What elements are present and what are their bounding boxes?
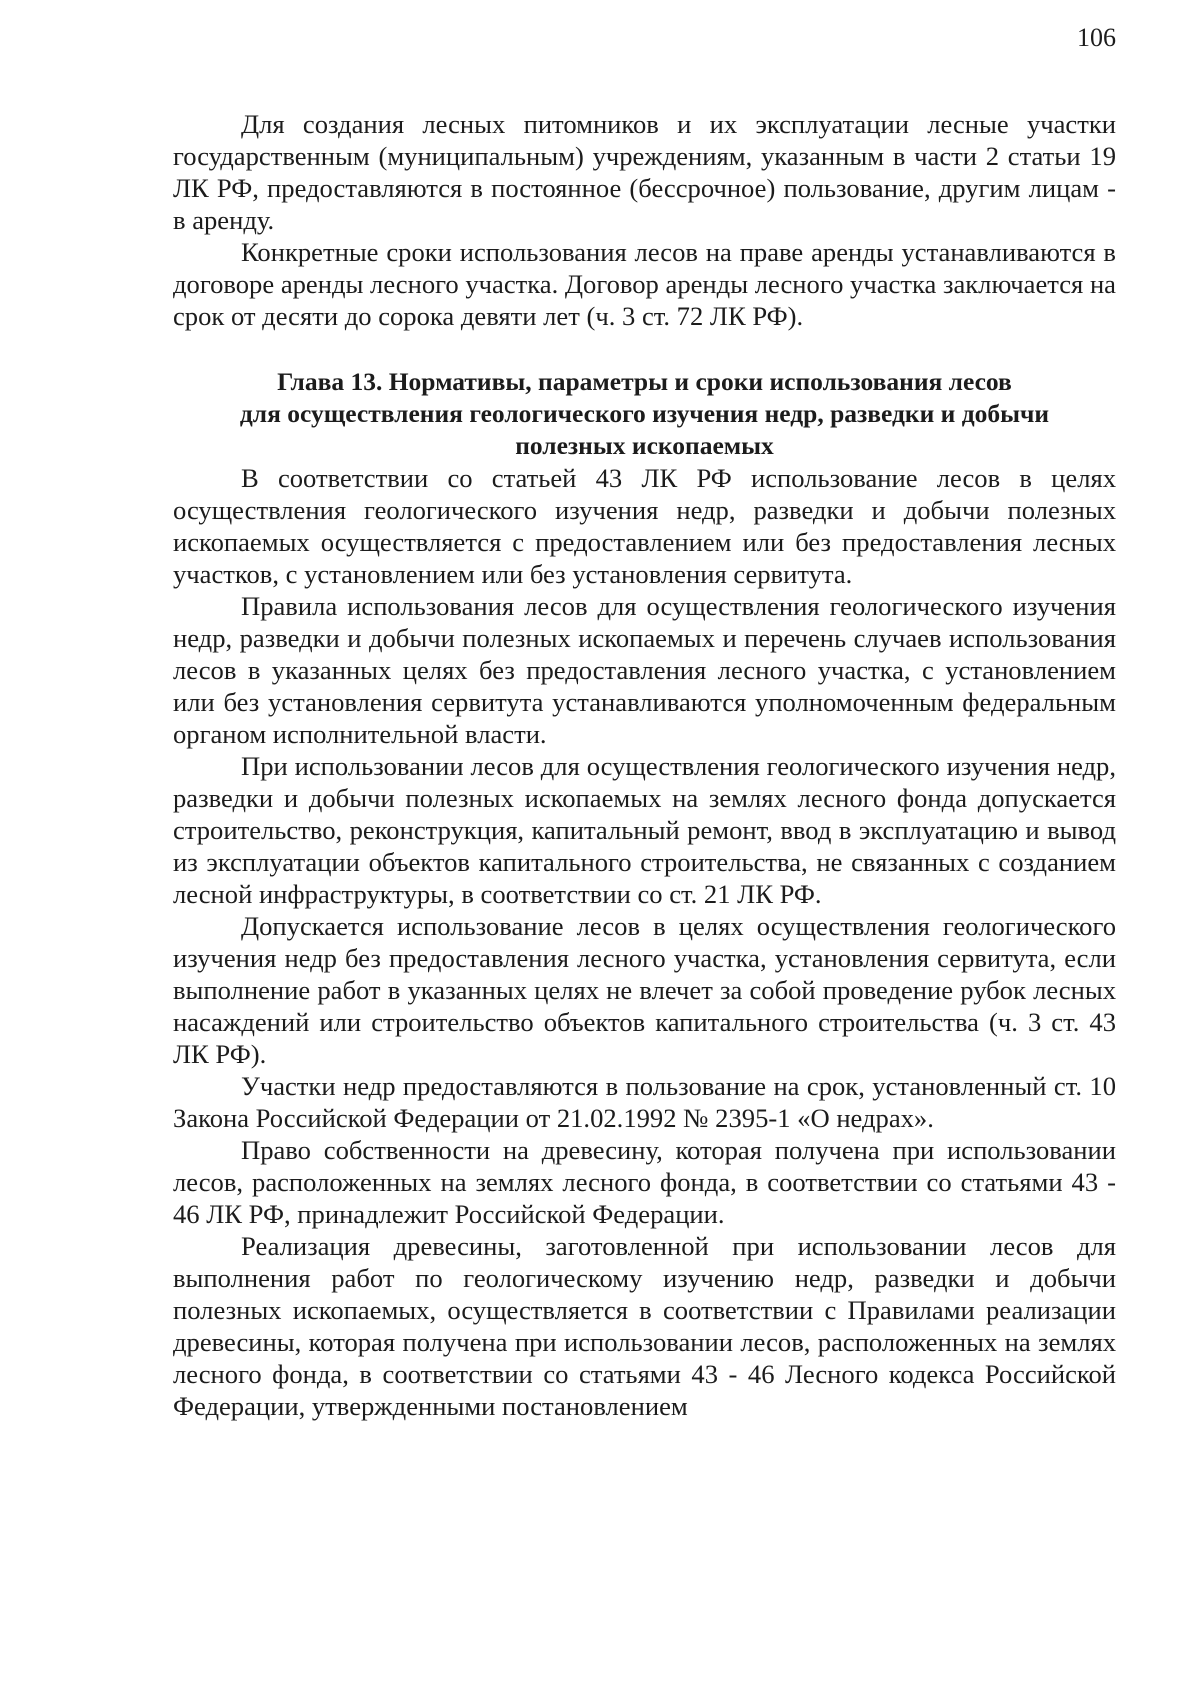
paragraph: Участки недр предоставляются в пользование на срок, установленный ст. 10 Закона Российской Федерации от 21.02.1992 № 2395-1 «О недрах».: [173, 1071, 1116, 1133]
chapter-title-line: для осуществления геологического изучения недр, разведки и добычи: [239, 399, 1050, 428]
paragraph: Конкретные сроки использования лесов на праве аренды устанавливаются в договоре аренды лесного участка. Договор аренды лесного участка заключается на срок от десяти до сорока девяти лет (ч. 3 ст. 72 ЛК РФ).: [173, 237, 1116, 331]
page-number: 106: [1077, 23, 1116, 52]
paragraph: При использовании лесов для осуществления геологического изучения недр, разведки и добычи полезных ископаемых на землях лесного фонда допускается строительство, реконструкция, капитальный ремонт, ввод в эксплуатацию и вывод из эксплуатации объектов капитального строительства, не связанных с созданием лесной инфраструктуры, в соответствии со ст. 21 ЛК РФ.: [173, 751, 1116, 909]
document-body: [173, 108, 1116, 1422]
chapter-title-line: Глава 13. Нормативы, параметры и сроки использования лесов: [277, 367, 1012, 396]
paragraph: Реализация древесины, заготовленной при использовании лесов для выполнения работ по геологическому изучению недр, разведки и добычи полезных ископаемых, осуществляется в соответствии с Правилами реализации древесины, которая получена при использовании лесов, расположенных на землях лесного фонда, в соответствии со статьями 43 - 46 Лесного кодекса Российской Федерации, утвержденными постановлением: [173, 1231, 1116, 1421]
paragraph: Право собственности на древесину, которая получена при использовании лесов, расположенных на землях лесного фонда, в соответствии со статьями 43 - 46 ЛК РФ, принадлежит Российской Федерации.: [173, 1135, 1116, 1229]
paragraph: Для создания лесных питомников и их эксплуатации лесные участки государственным (муниципальным) учреждениям, указанным в части 2 статьи 19 ЛК РФ, предоставляются в постоянное (бессрочное) пользование, другим лицам - в аренду.: [173, 109, 1116, 235]
chapter-title: [173, 366, 1116, 462]
paragraph: В соответствии со статьей 43 ЛК РФ использование лесов в целях осуществления геологического изучения недр, разведки и добычи полезных ископаемых осуществляется с предоставлением или без предоставления лесных участков, с установлением или без установления сервитута.: [173, 463, 1116, 589]
chapter-title-line: полезных ископаемых: [515, 431, 774, 460]
paragraph: Допускается использование лесов в целях осуществления геологического изучения недр без предоставления лесного участка, установления сервитута, если выполнение работ в указанных целях не влечет за собой проведение рубок лесных насаждений или строительство объектов капитального строительства (ч. 3 ст. 43 ЛК РФ).: [173, 911, 1116, 1069]
paragraph: Правила использования лесов для осуществления геологического изучения недр, разведки и добычи полезных ископаемых и перечень случаев использования лесов в указанных целях без предоставления лесного участка, с установлением или без установления сервитута устанавливаются уполномоченным федеральным органом исполнительной власти.: [173, 591, 1116, 749]
